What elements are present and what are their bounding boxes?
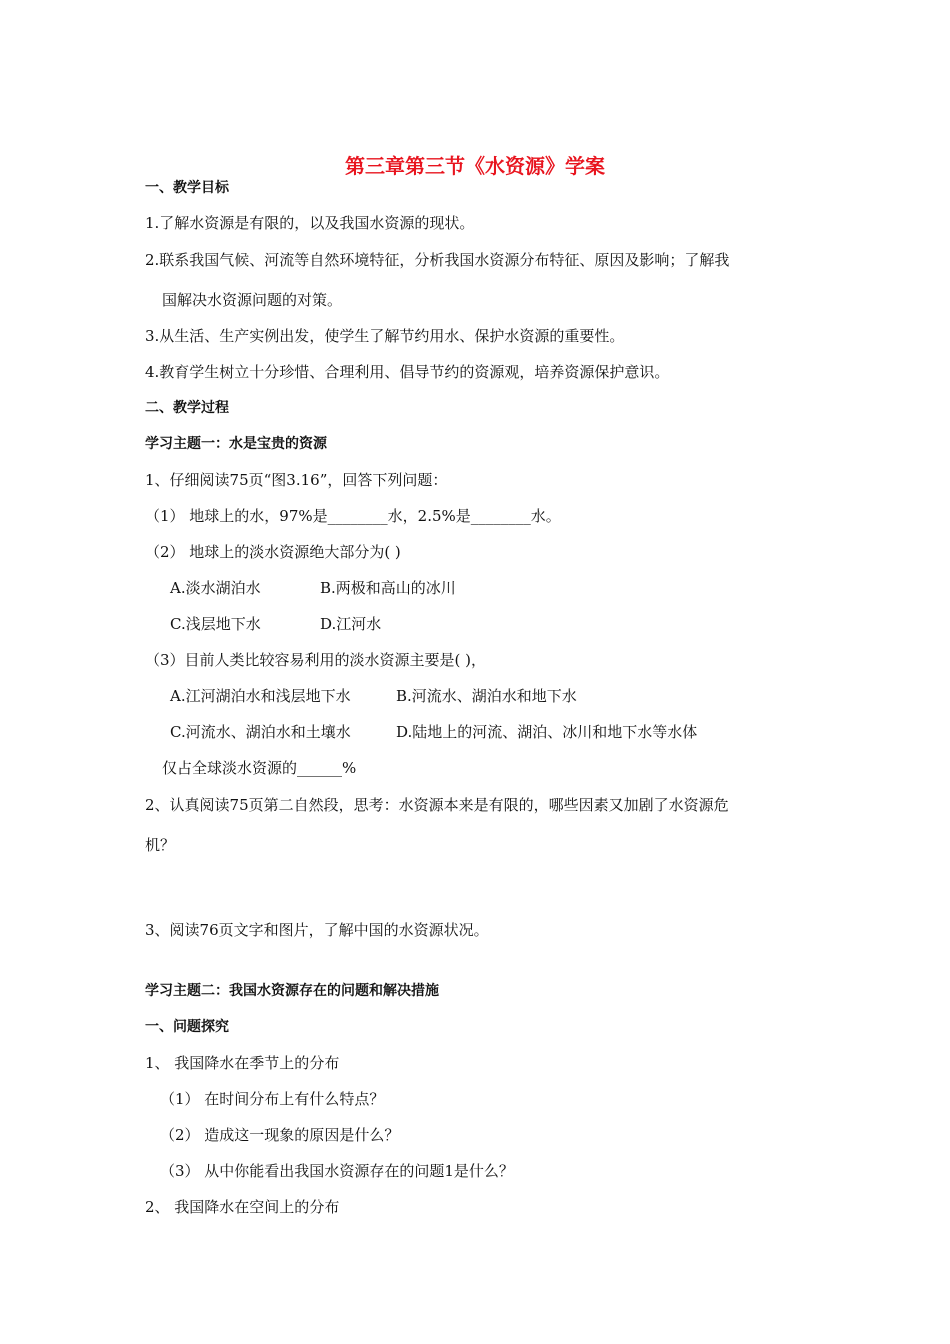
topic-heading-2: 学习主题二：我国水资源存在的问题和解决措施: [145, 983, 439, 999]
goal-line: 国解决水资源问题的对策。: [162, 291, 343, 309]
section-heading-inquiry: 一、问题探究: [145, 1019, 229, 1035]
question-line: （3）目前人类比较容易利用的淡水资源主要是( )，: [145, 651, 487, 669]
goal-line: 1.了解水资源是有限的，以及我国水资源的现状。: [145, 214, 475, 232]
option-line: D.陆地上的河流、湖泊、冰川和地下水等水体: [396, 723, 698, 741]
goal-line: 2.联系我国气候、河流等自然环境特征，分析我国水资源分布特征、原因及影响；了解我: [145, 251, 730, 269]
question-line: （3） 从中你能看出我国水资源存在的问题1是什么？: [160, 1162, 514, 1180]
section-heading-goals: 一、教学目标: [145, 180, 229, 196]
topic-heading-1: 学习主题一：水是宝贵的资源: [145, 436, 327, 452]
question-line: （2） 地球上的淡水资源绝大部分为( ): [145, 543, 401, 561]
question-line: 3、阅读76页文字和图片，了解中国的水资源状况。: [145, 921, 489, 939]
question-line: （1） 地球上的水，97%是________水，2.5%是________水。: [145, 507, 561, 525]
question-line: 1、 我国降水在季节上的分布: [145, 1054, 340, 1072]
question-line: 1、仔细阅读75页“图3.16”，回答下列问题：: [145, 471, 448, 489]
option-line: B.河流水、湖泊水和地下水: [396, 687, 577, 705]
option-line: B.两极和高山的冰川: [320, 579, 456, 597]
question-line: （1） 在时间分布上有什么特点？: [160, 1090, 385, 1108]
question-line: 2、 我国降水在空间上的分布: [145, 1198, 340, 1216]
page-title: 第三章第三节《水资源》学案: [345, 154, 605, 178]
option-line: C.河流水、湖泊水和土壤水: [170, 723, 351, 741]
goal-line: 3.从生活、生产实例出发，使学生了解节约用水、保护水资源的重要性。: [145, 327, 625, 345]
goal-line: 4.教育学生树立十分珍惜、合理利用、倡导节约的资源观，培养资源保护意识。: [145, 363, 670, 381]
question-line: （2） 造成这一现象的原因是什么？: [160, 1126, 400, 1144]
question-line: 2、认真阅读75页第二自然段，思考：水资源本来是有限的，哪些因素又加剧了水资源危: [145, 796, 729, 814]
option-line: A.淡水湖泊水: [170, 579, 261, 597]
question-line: 机？: [145, 836, 176, 854]
option-line: C.浅层地下水: [170, 615, 261, 633]
question-line: 仅占全球淡水资源的______%: [162, 759, 357, 777]
option-line: A.江河湖泊水和浅层地下水: [170, 687, 351, 705]
option-line: D.江河水: [320, 615, 382, 633]
section-heading-process: 二、教学过程: [145, 400, 229, 416]
